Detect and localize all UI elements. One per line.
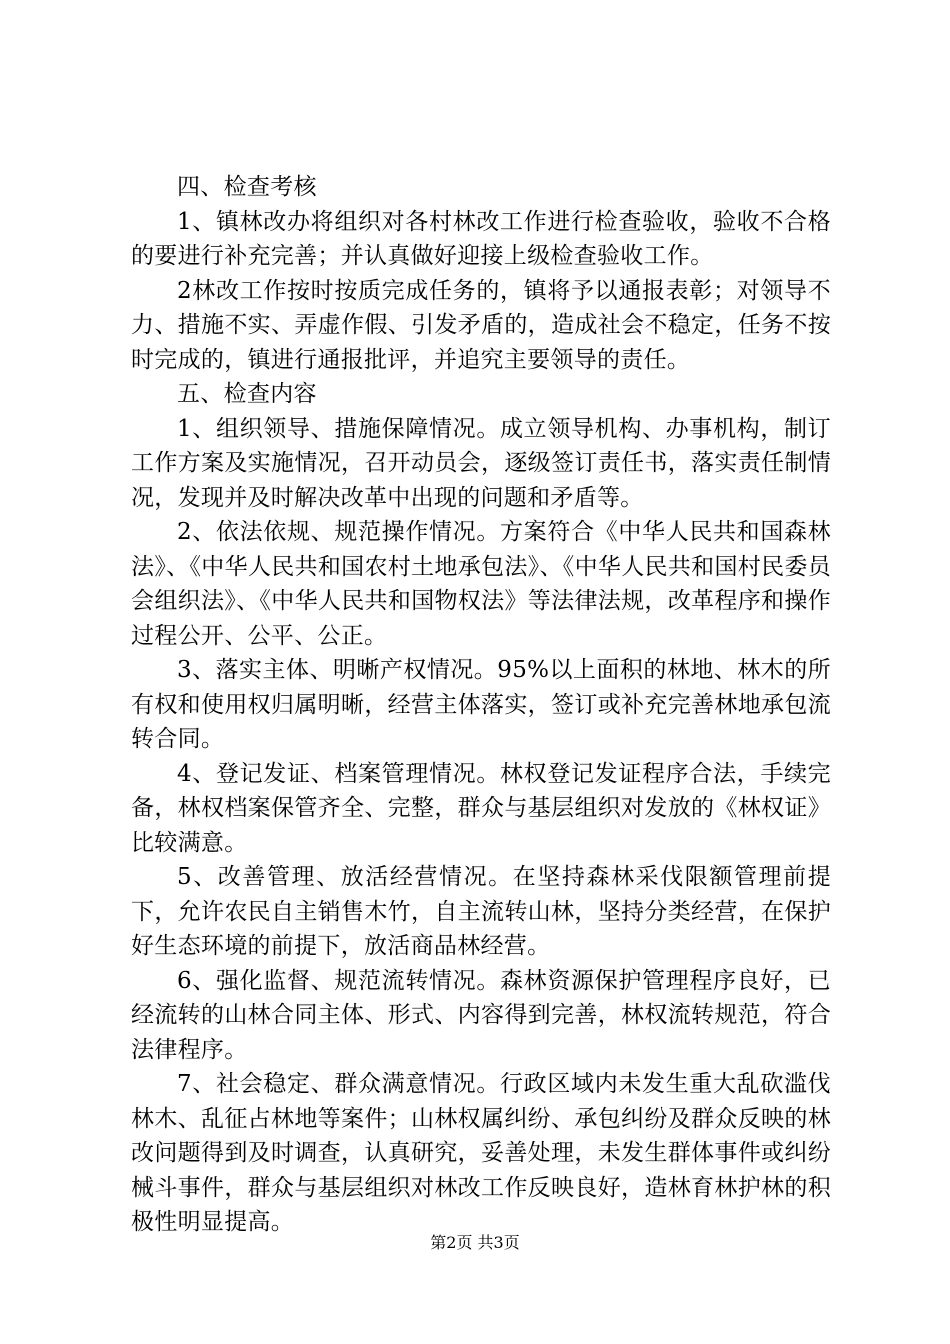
- paragraph: 2、依法依规、规范操作情况。方案符合《中华人民共和国森林法》、《中华人民共和国农村土地承包法》、《中华人民共和国村民委员会组织法》、《中华人民共和国物权法》等法律法规，改革程序和操作过程公开、公平、公正。: [131, 519, 831, 649]
- section-heading-inspection-assessment: 四、检查考核: [177, 174, 317, 200]
- paragraph: 2林改工作按时按质完成任务的，镇将予以通报表彰；对领导不力、措施不实、弄虚作假、引发矛盾的，造成社会不稳定，任务不按时完成的，镇进行通报批评，并追究主要领导的责任。: [131, 277, 831, 373]
- document-body: [131, 170, 831, 1240]
- section-heading-inspection-content: 五、检查内容: [177, 381, 317, 407]
- paragraph: 1、镇林改办将组织对各村林改工作进行检查验收，验收不合格的要进行补充完善；并认真做好迎接上级检查验收工作。: [131, 208, 831, 269]
- paragraph: 4、登记发证、档案管理情况。林权登记发证程序合法，手续完备，林权档案保管齐全、完整，群众与基层组织对发放的《林权证》比较满意。: [131, 760, 831, 856]
- paragraph: 6、强化监督、规范流转情况。森林资源保护管理程序良好，已经流转的山林合同主体、形式、内容得到完善，林权流转规范，符合法律程序。: [131, 967, 831, 1063]
- paragraph: 1、组织领导、措施保障情况。成立领导机构、办事机构，制订工作方案及实施情况，召开动员会，逐级签订责任书，落实责任制情况，发现并及时解决改革中出现的问题和矛盾等。: [131, 415, 831, 511]
- page-footer: 第2页 共3页: [430, 1233, 520, 1252]
- paragraph: 7、社会稳定、群众满意情况。行政区域内未发生重大乱砍滥伐林木、乱征占林地等案件；山林权属纠纷、承包纠纷及群众反映的林改问题得到及时调查，认真研究，妥善处理，未发生群体事件或纠纷械斗事件，群众与基层组织对林改工作反映良好，造林育林护林的积极性明显提高。: [131, 1071, 831, 1235]
- paragraph: 5、改善管理、放活经营情况。在坚持森林采伐限额管理前提下，允许农民自主销售木竹，自主流转山林，坚持分类经营，在保护好生态环境的前提下，放活商品林经营。: [131, 864, 831, 959]
- paragraph: 3、落实主体、明晰产权情况。95%以上面积的林地、林木的所有权和使用权归属明晰，经营主体落实，签订或补充完善林地承包流转合同。: [131, 657, 831, 752]
